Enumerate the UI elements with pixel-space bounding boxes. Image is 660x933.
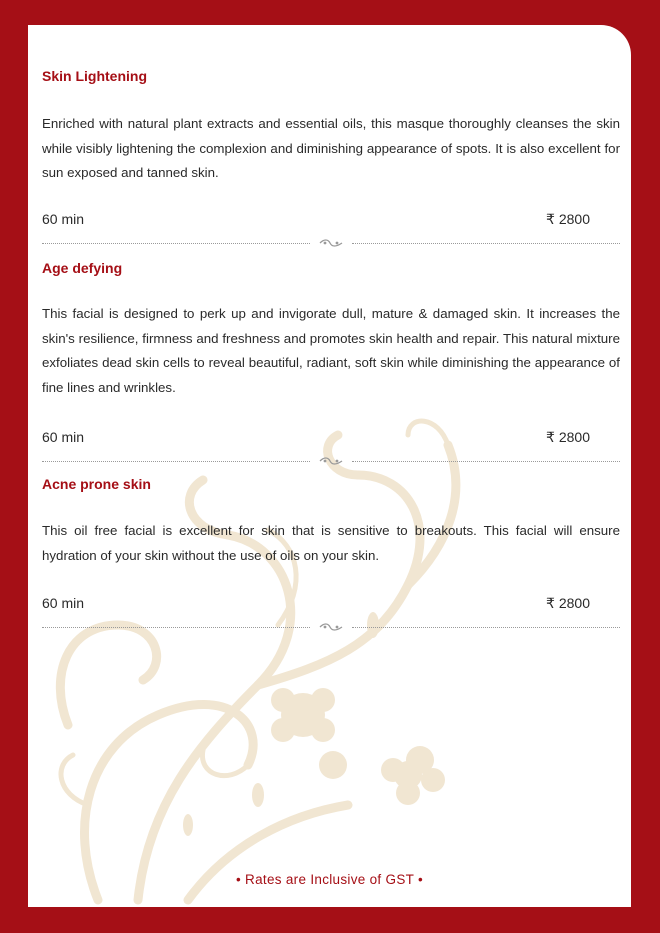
service-title: Skin Lightening — [42, 68, 147, 84]
flourish-icon — [318, 456, 344, 466]
service-duration: 60 min — [42, 211, 85, 227]
flourish-icon — [318, 622, 344, 632]
section-divider — [42, 622, 620, 632]
service-duration: 60 min — [42, 429, 85, 445]
section-divider — [42, 238, 620, 248]
gst-note: • Rates are Inclusive of GST • — [235, 872, 424, 887]
service-description: This oil free facial is excellent for skin that is sensitive to breakouts. This facial will ensure hydration of your skin without the use of oils on your skin. — [42, 523, 620, 563]
section-divider — [42, 456, 620, 466]
service-price: ₹ 2800 — [546, 595, 590, 611]
flourish-icon — [318, 238, 344, 248]
service-price: ₹ 2800 — [546, 211, 590, 227]
service-description: This facial is designed to perk up and invigorate dull, mature & damaged skin. It increases the skin's resilience, firmness and freshness and promotes skin health and repair. This natural mixture exfoliates dead skin cells to reveal beautiful, radiant, soft skin while diminishing the appearance of fine lines and wrinkles. — [42, 306, 620, 395]
service-description: Enriched with natural plant extracts and essential oils, this masque thoroughly cleanses the skin while visibly lightening the complexion and diminishing appearance of spots. It is also excellent for sun exposed and tanned skin. — [42, 116, 620, 180]
menu-page — [28, 25, 631, 907]
service-title: Age defying — [42, 260, 123, 276]
service-title: Acne prone skin — [42, 476, 151, 492]
service-duration: 60 min — [42, 595, 85, 611]
service-price: ₹ 2800 — [546, 429, 590, 445]
